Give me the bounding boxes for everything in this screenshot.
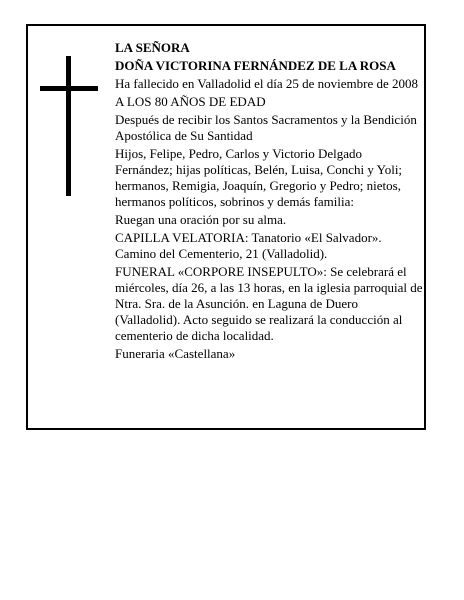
sacraments-statement: Después de recibir los Santos Sacramentos y la Bendición Apostólica de Su Santidad	[115, 112, 417, 143]
funeral-home: Funeraria «Castellana»	[115, 346, 236, 361]
chapel-info: CAPILLA VELATORIA: Tanatorio «El Salvador». Camino del Cementerio, 21 (Valladolid).	[115, 230, 382, 261]
family-list: Hijos, Felipe, Pedro, Carlos y Victorio Delgado Fernández; hijas políticas, Belén, Luisa, Conchi y Yoli; hermanos, Remigia, Joaquín, Gregorio y Pedro; nietos, hermanos políticos, sobrinos y demás familia:	[115, 146, 403, 209]
obituary-notice	[26, 24, 426, 430]
cross-vertical-bar	[66, 56, 71, 196]
death-statement: Ha fallecido en Valladolid el día 25 de noviembre de 2008	[115, 76, 418, 91]
deceased-name: DOÑA VICTORINA FERNÁNDEZ DE LA ROSA	[115, 58, 396, 73]
cross-icon	[40, 56, 98, 196]
funeral-info: FUNERAL «CORPORE INSEPULTO»: Se celebrará el miércoles, día 26, a las 13 horas, en la iglesia parroquial de Ntra. Sra. de la Asunción. en Laguna de Duero (Valladolid). Acto seguido se realizará la conducción al cementerio de dicha localidad.	[115, 264, 423, 343]
notice-title: LA SEÑORA	[115, 40, 190, 55]
prayer-request: Ruegan una oración por su alma.	[115, 212, 287, 227]
cross-horizontal-bar	[40, 86, 98, 91]
notice-text	[115, 40, 423, 364]
age-statement: A LOS 80 AÑOS DE EDAD	[115, 94, 266, 109]
